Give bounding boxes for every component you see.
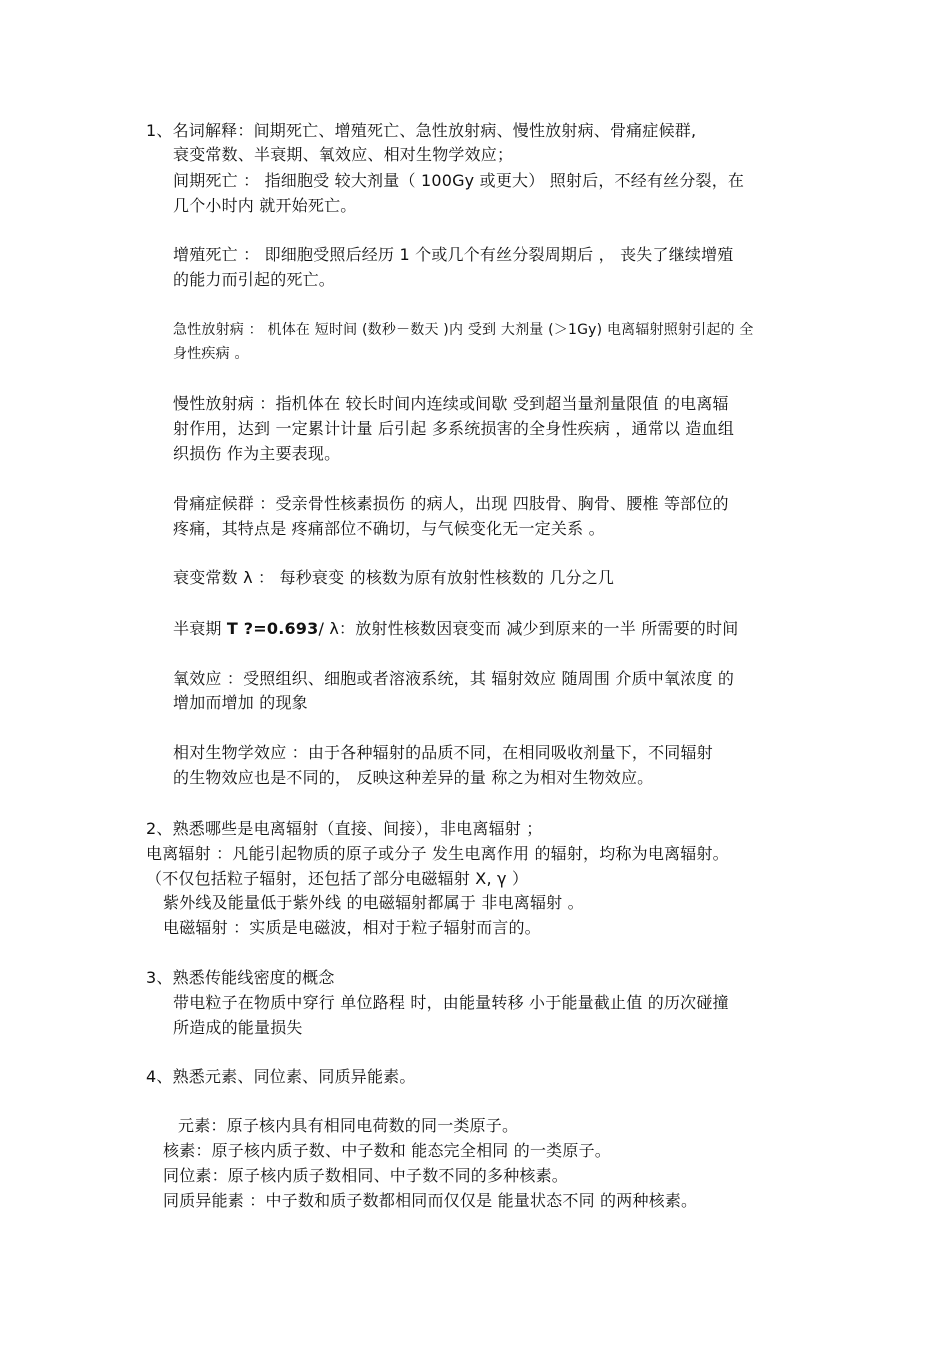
- acute-radiation-line-2: 身性疾病 。: [173, 346, 249, 362]
- q2-title: 2、熟悉哪些是电离辐射（直接、间接），非电离辐射 ；: [146, 819, 543, 838]
- q4-line-3: 同位素：原子核内质子数相同、中子数不同的多种核素。: [163, 1166, 569, 1185]
- oxygen-effect-line-1: 氧效应 ：受照组织、细胞或者溶液系统，其 辐射效应 随周围 介质中氧浓度 的: [173, 669, 735, 688]
- q2-line-3: 紫外线及能量低于紫外线 的电磁辐射都属于 非电离辐射 。: [163, 893, 584, 912]
- decay-constant-line: 衰变常数 λ ： 每秒衰变 的核数为原有放射性核数的 几分之几: [173, 568, 615, 587]
- reproductive-death-line-1: 增殖死亡 ： 即细胞受照后经历 1 个或几个有丝分裂周期后 ， 丧失了继续增殖: [173, 245, 734, 264]
- q3-line-1: 带电粒子在物质中穿行 单位路程 时，由能量转移 小于能量截止值 的历次碰撞: [173, 993, 729, 1012]
- rbe-line-1: 相对生物学效应 ：由于各种辐射的品质不同，在相同吸收剂量下，不同辐射: [173, 743, 713, 762]
- q2-line-2: （不仅包括粒子辐射，还包括了部分电磁辐射 X, γ ）: [146, 869, 529, 888]
- acute-radiation-line-1: 急性放射病 ： 机体在 短时间 (数秒－数天 )内 受到 大剂量 (＞1Gy) 电离辐射照射引起的 全: [173, 322, 754, 338]
- q2-line-1: 电离辐射 ：凡能引起物质的原子或分子 发生电离作用 的辐射，均称为电离辐射。: [146, 844, 729, 863]
- oxygen-effect-line-2: 增加而增加 的现象: [173, 693, 308, 712]
- q4-title: 4、熟悉元素、同位素、同质异能素。: [146, 1067, 416, 1086]
- half-life-prefix: 半衰期: [173, 619, 227, 638]
- rbe-line-2: 的生物效应也是不同的， 反映这种差异的量 称之为相对生物效应。: [173, 768, 654, 787]
- interphase-death-line-2: 几个小时内 就开始死亡。: [173, 196, 357, 215]
- half-life-suffix: / λ：放射性核数因衰变而 减少到原来的一半 所需要的时间: [318, 619, 739, 638]
- reproductive-death-line-2: 的能力而引起的死亡。: [173, 270, 336, 289]
- bone-pain-line-1: 骨痛症候群 ：受亲骨性核素损伤 的病人，出现 四肢骨、胸骨、腰椎 等部位的: [173, 494, 729, 513]
- q3-line-2: 所造成的能量损失: [173, 1018, 303, 1037]
- half-life-line: [173, 618, 738, 640]
- q4-line-1: 元素：原子核内具有相同电荷数的同一类原子。: [178, 1116, 519, 1135]
- q1-title-cont: 衰变常数、半衰期、氧效应、相对生物学效应；: [173, 145, 514, 164]
- q2-line-4: 电磁辐射 ：实质是电磁波，相对于粒子辐射而言的。: [163, 918, 541, 937]
- q3-title: 3、熟悉传能线密度的概念: [146, 968, 335, 987]
- bone-pain-line-2: 疼痛，其特点是 疼痛部位不确切，与气候变化无一定关系 。: [173, 519, 605, 538]
- q4-line-4: 同质异能素 ：中子数和质子数都相同而仅仅是 能量状态不同 的两种核素。: [163, 1191, 698, 1210]
- q4-line-2: 核素：原子核内质子数、中子数和 能态完全相同 的一类原子。: [163, 1141, 611, 1160]
- chronic-radiation-line-2: 射作用，达到 一定累计计量 后引起 多系统损害的全身性疾病 ，通常以 造血组: [173, 419, 735, 438]
- chronic-radiation-line-3: 织损伤 作为主要表现。: [173, 444, 341, 463]
- q1-title: 1、名词解释：间期死亡、增殖死亡、急性放射病、慢性放射病、骨痛症候群,: [146, 121, 697, 140]
- half-life-formula: T ?=0.693: [226, 619, 319, 638]
- chronic-radiation-line-1: 慢性放射病 ：指机体在 较长时间内连续或间歇 受到超当量剂量限值 的电离辐: [173, 394, 729, 413]
- interphase-death-line-1: 间期死亡 ： 指细胞受 较大剂量（ 100Gy 或更大） 照射后，不经有丝分裂，在: [173, 171, 745, 190]
